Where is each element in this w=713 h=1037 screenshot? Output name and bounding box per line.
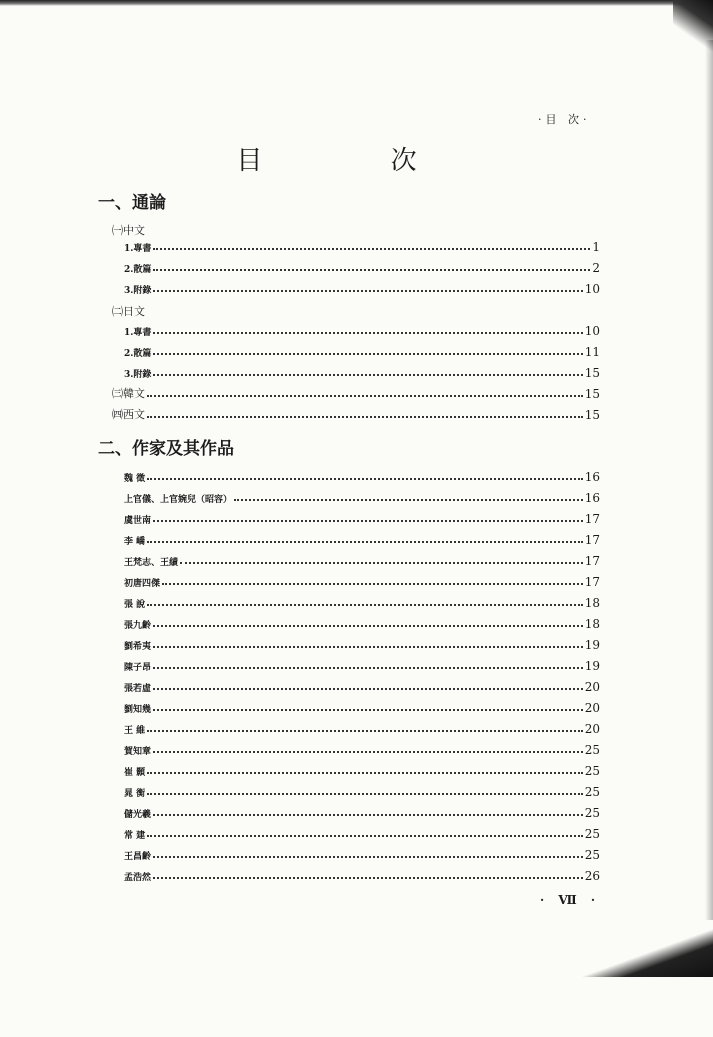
toc-entry-label: 2.散篇	[124, 265, 152, 275]
toc-row[interactable]	[124, 802, 600, 820]
toc-entry-label: ㈣西文	[112, 408, 145, 421]
leader-dots	[153, 268, 590, 271]
toc-row[interactable]	[124, 341, 600, 359]
toc-entry-label: 王 維	[124, 726, 146, 736]
toc-row[interactable]	[124, 592, 600, 610]
section-heading-general: 一、通論	[98, 193, 166, 213]
leader-dots	[153, 813, 583, 816]
leader-dots	[153, 855, 583, 858]
toc-page-number: 15	[584, 387, 600, 401]
toc-row[interactable]	[124, 487, 600, 505]
toc-page-number: 16	[584, 470, 600, 484]
leader-dots	[147, 415, 583, 418]
toc-row[interactable]	[124, 320, 600, 338]
toc-entry-label: 賀知章	[124, 747, 152, 757]
toc-page-number: 15	[584, 408, 600, 422]
toc-entry-label: 1.專書	[124, 328, 152, 338]
toc-page-number: 17	[584, 533, 600, 547]
group-heading-chinese: ㈠中文	[112, 224, 145, 237]
toc-page-number: 18	[584, 596, 600, 610]
toc-entry-label: 3.附錄	[124, 370, 152, 380]
toc-page-number: 25	[584, 764, 600, 778]
leader-dots	[147, 729, 583, 732]
toc-row-western[interactable]	[112, 404, 600, 422]
toc-row[interactable]	[124, 634, 600, 652]
leader-dots	[153, 289, 582, 292]
toc-page-number: 17	[584, 575, 600, 589]
toc-row[interactable]	[124, 466, 600, 484]
toc-entry-label: 常 建	[124, 831, 146, 841]
page-title: 目 次	[236, 146, 477, 176]
toc-entry-label: 虞世南	[124, 516, 152, 526]
leader-dots	[153, 624, 583, 627]
toc-row[interactable]	[124, 655, 600, 673]
toc-row[interactable]	[124, 257, 600, 275]
toc-page-number: 1	[592, 240, 600, 254]
toc-page-number: 19	[584, 638, 600, 652]
toc-row[interactable]	[124, 739, 600, 757]
leader-dots	[153, 247, 590, 250]
toc-row[interactable]	[124, 613, 600, 631]
leader-dots	[147, 792, 583, 795]
toc-entry-label: 張九齡	[124, 621, 152, 631]
toc-entry-label: 張若虛	[124, 684, 152, 694]
toc-row[interactable]	[124, 865, 600, 883]
toc-page-number: 25	[584, 827, 600, 841]
toc-entry-label: 儲光羲	[124, 810, 152, 820]
toc-page-number: 10	[584, 324, 600, 338]
running-header: ·目 次·	[538, 113, 591, 126]
leader-dots	[153, 373, 582, 376]
leader-dots	[147, 834, 583, 837]
toc-page-number: 16	[584, 491, 600, 505]
leader-dots	[147, 771, 583, 774]
toc-row[interactable]	[124, 718, 600, 736]
toc-page-number: 18	[584, 617, 600, 631]
toc-page-number: 2	[592, 261, 600, 275]
toc-row[interactable]	[124, 550, 600, 568]
leader-dots	[153, 645, 583, 648]
toc-entry-label: ㈢韓文	[112, 387, 145, 400]
toc-entry-label: 劉希夷	[124, 642, 152, 652]
toc-row[interactable]	[124, 508, 600, 526]
leader-dots	[153, 687, 583, 690]
toc-entry-label: 李 嶠	[124, 537, 146, 547]
toc-entry-label: 崔 顥	[124, 768, 146, 778]
toc-entry-label: 魏 徵	[124, 474, 146, 484]
leader-dots	[234, 498, 583, 501]
toc-page-number: 11	[584, 345, 600, 359]
toc-entry-label: 孟浩然	[124, 873, 152, 883]
leader-dots	[147, 477, 583, 480]
toc-entry-label: 陳子昂	[124, 663, 152, 673]
toc-row[interactable]	[124, 362, 600, 380]
leader-dots	[147, 394, 583, 397]
scan-shadow-corner-bottom-right	[583, 917, 713, 977]
toc-entry-label: 上官儀、上官婉兒（昭容）	[124, 495, 233, 505]
toc-page-number: 15	[584, 366, 600, 380]
toc-row[interactable]	[124, 844, 600, 862]
leader-dots	[153, 331, 582, 334]
toc-page-number: 25	[584, 785, 600, 799]
toc-page-number: 25	[584, 848, 600, 862]
toc-entry-label: 3.附錄	[124, 286, 152, 296]
toc-row-korean[interactable]	[112, 383, 600, 401]
toc-row[interactable]	[124, 676, 600, 694]
toc-entry-label: 王梵志、王績	[124, 558, 179, 568]
toc-page-number: 25	[584, 743, 600, 757]
section-heading-authors: 二、作家及其作品	[98, 439, 234, 459]
toc-page-number: 10	[584, 282, 600, 296]
toc-page-number: 17	[584, 554, 600, 568]
toc-row[interactable]	[124, 697, 600, 715]
toc-row[interactable]	[124, 529, 600, 547]
leader-dots	[153, 876, 583, 879]
leader-dots	[153, 352, 582, 355]
toc-entry-label: 2.散篇	[124, 349, 152, 359]
leader-dots	[162, 582, 583, 585]
toc-page-number: 25	[584, 806, 600, 820]
leader-dots	[153, 750, 583, 753]
leader-dots	[153, 519, 583, 522]
leader-dots	[153, 708, 583, 711]
toc-row[interactable]	[124, 760, 600, 778]
toc-entry-label: 張 說	[124, 600, 146, 610]
toc-page-number: 26	[584, 869, 600, 883]
toc-row[interactable]	[124, 781, 600, 799]
scan-shadow-top	[0, 0, 713, 6]
toc-entry-label: 初唐四傑	[124, 579, 161, 589]
toc-entry-label: 王昌齡	[124, 852, 152, 862]
leader-dots	[147, 603, 583, 606]
group-heading-japanese: ㈡日文	[112, 305, 145, 318]
toc-row[interactable]	[124, 823, 600, 841]
leader-dots	[180, 561, 583, 564]
page-number-footer: · Ⅶ ·	[540, 893, 601, 907]
toc-entry-label: 1.專書	[124, 244, 152, 254]
toc-row[interactable]	[124, 236, 600, 254]
toc-page-number: 19	[584, 659, 600, 673]
toc-row[interactable]	[124, 278, 600, 296]
toc-entry-label: 晁 衡	[124, 789, 146, 799]
leader-dots	[153, 666, 583, 669]
toc-page-number: 17	[584, 512, 600, 526]
toc-entry-label: 劉知幾	[124, 705, 152, 715]
toc-row[interactable]	[124, 571, 600, 589]
leader-dots	[147, 540, 583, 543]
toc-page-number: 20	[584, 701, 600, 715]
toc-page-number: 20	[584, 722, 600, 736]
toc-page-number: 20	[584, 680, 600, 694]
